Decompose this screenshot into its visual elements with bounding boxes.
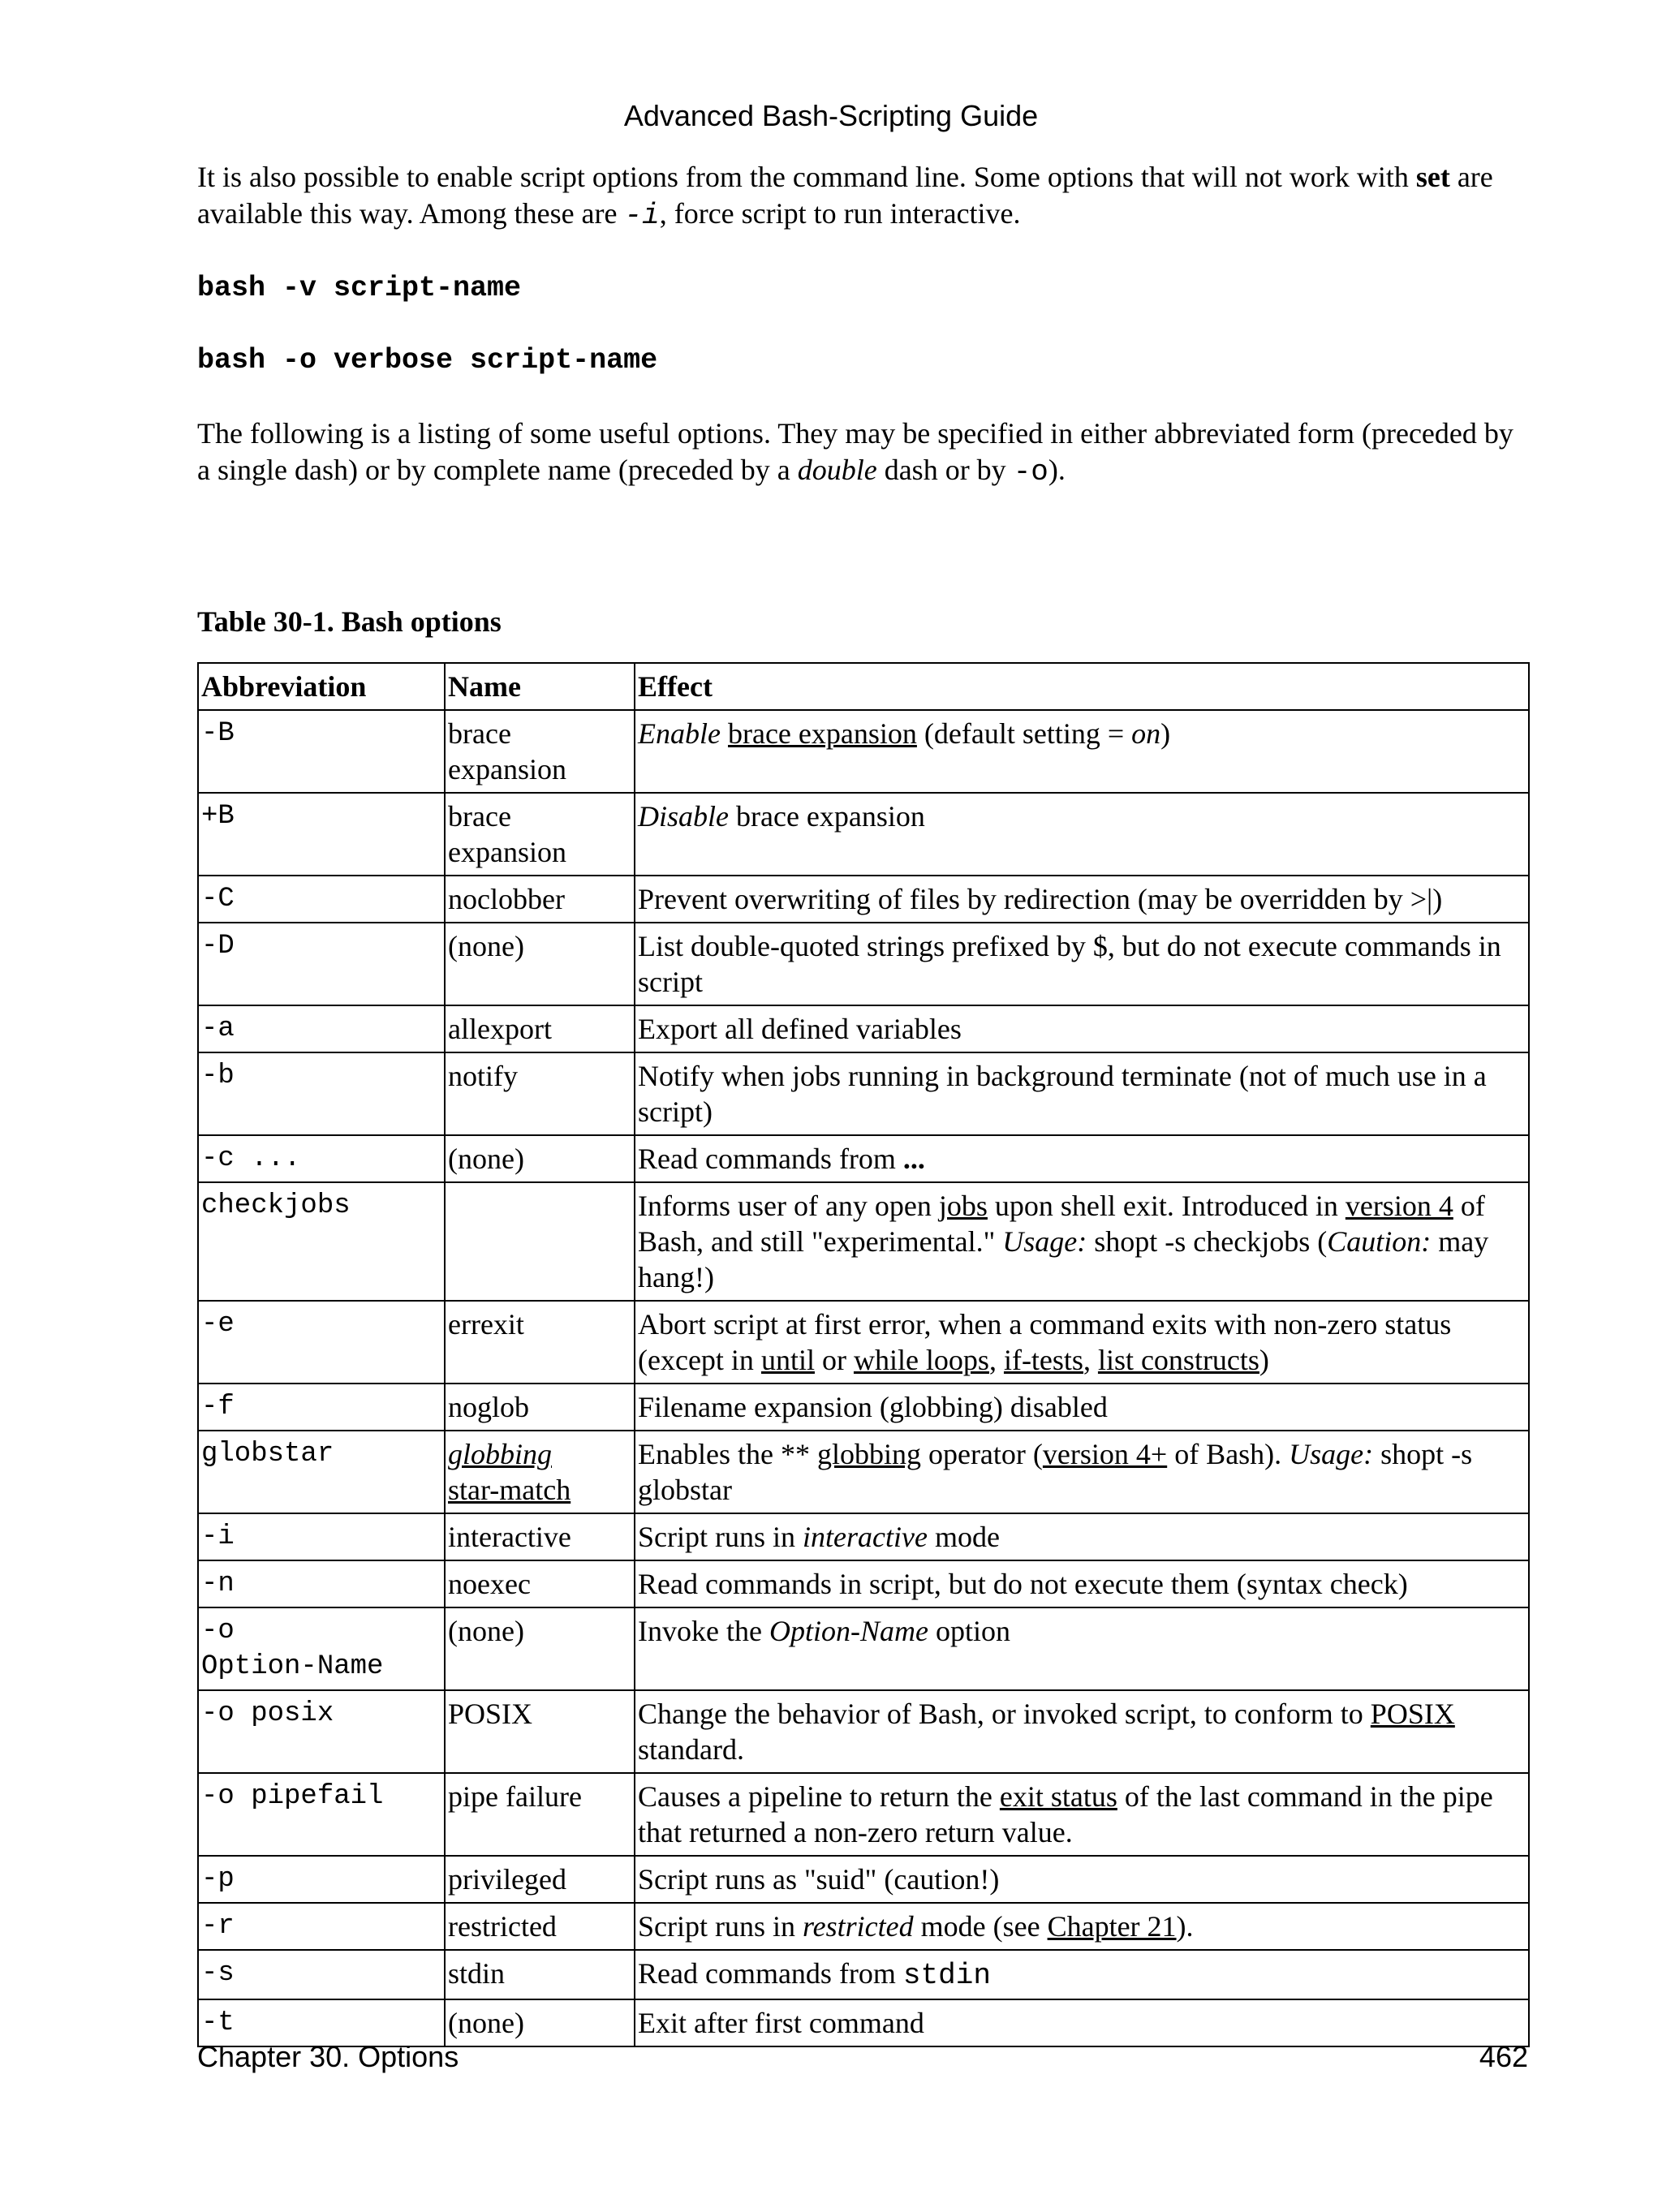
table-row: -p privileged Script runs as "suid" (caution!) (198, 1856, 1529, 1903)
table-row: -a allexport Export all defined variables (198, 1005, 1529, 1052)
table-row: globstar globbing star-match Enables the ** globbing operator (version 4+ of Bash). Usage: shopt -s globstar (198, 1431, 1529, 1513)
until-link[interactable]: until (760, 1344, 815, 1376)
intro-paragraph: It is also possible to enable script options from the command line. Some options that will not work with set are available this way. Among these are -i, force script to run interactive. (197, 161, 1493, 232)
header-name: Name (445, 663, 635, 710)
posix-link[interactable]: POSIX (1370, 1698, 1455, 1730)
page-number: 462 (1479, 2040, 1528, 2073)
set-keyword: set (1415, 161, 1450, 193)
while-loops-link[interactable]: while loops (853, 1344, 989, 1376)
header-abbreviation: Abbreviation (198, 663, 445, 710)
footer-chapter: Chapter 30. Options (197, 2040, 459, 2073)
table-row: -t (none) Exit after first command (198, 1999, 1529, 2046)
globbing-link[interactable]: globbing (816, 1438, 921, 1470)
options-paragraph: The following is a listing of some useful options. They may be specified in either abbreviated form (preceded by a single dash) or by complete name (preceded by a double dash or by -o). (197, 417, 1513, 488)
globbing-name-link[interactable]: globbing (448, 1438, 553, 1470)
brace-expansion-link[interactable]: brace expansion (727, 717, 917, 750)
table-row: -c ... (none) Read commands from ... (198, 1135, 1529, 1182)
command-example-2: bash -o verbose script-name (197, 344, 658, 377)
table-row: -s stdin Read commands from stdin (198, 1950, 1529, 1999)
option-i-code: -i (624, 199, 660, 232)
table-row: -C noclobber Prevent overwriting of files by redirection (may be overridden by >|) (198, 876, 1529, 923)
table-row: -o Option-Name (none) Invoke the Option-Name option (198, 1607, 1529, 1690)
chapter-21-link[interactable]: Chapter 21 (1047, 1910, 1177, 1943)
table-row: -B brace expansion Enable brace expansion (default setting = on) (198, 710, 1529, 793)
exit-status-link[interactable]: exit status (999, 1780, 1117, 1813)
list-constructs-link[interactable]: list constructs (1097, 1344, 1259, 1376)
table-row: -r restricted Script runs in restricted mode (see Chapter 21). (198, 1903, 1529, 1950)
table-row: -f noglob Filename expansion (globbing) disabled (198, 1384, 1529, 1431)
star-match-link[interactable]: star-match (448, 1474, 571, 1506)
table-header-row (198, 663, 1529, 710)
table-caption: Table 30-1. Bash options (197, 605, 502, 638)
table-row: checkjobs Informs user of any open jobs upon shell exit. Introduced in version 4 of Bash, and still "experimental." Usage: shopt -s checkjobs (Caution: may hang!) (198, 1182, 1529, 1301)
table-row: -o pipefail pipe failure Causes a pipeline to return the exit status of the last command in the pipe that returned a non-zero return value. (198, 1773, 1529, 1856)
table-row: -o posix POSIX Change the behavior of Bash, or invoked script, to conform to POSIX standard. (198, 1690, 1529, 1773)
table-row: -b notify Notify when jobs running in background terminate (not of much use in a script) (198, 1052, 1529, 1135)
option-o-code: -o (1013, 455, 1048, 488)
command-example-1: bash -v script-name (197, 272, 522, 304)
version-4-plus-link[interactable]: version 4+ (1042, 1438, 1168, 1470)
table-row: -D (none) List double-quoted strings prefixed by $, but do not execute commands in script (198, 923, 1529, 1005)
table-row: -e errexit Abort script at first error, when a command exits with non-zero status (except in until or while loops, if-tests, list constructs) (198, 1301, 1529, 1384)
stdin-code: stdin (902, 1959, 991, 1992)
jobs-link[interactable]: jobs (938, 1190, 988, 1222)
table-row: -n noexec Read commands in script, but do not execute them (syntax check) (198, 1560, 1529, 1607)
if-tests-link[interactable]: if-tests (1003, 1344, 1083, 1376)
version-4-link[interactable]: version 4 (1345, 1190, 1453, 1222)
bash-options-table (197, 662, 1530, 2047)
page-footer (197, 2040, 1528, 2074)
table-row: +B brace expansion Disable brace expansion (198, 793, 1529, 876)
table-row: -i interactive Script runs in interactive mode (198, 1513, 1529, 1560)
header-effect: Effect (635, 663, 1529, 710)
body-content (197, 159, 1528, 640)
running-header: Advanced Bash-Scripting Guide (623, 99, 1039, 132)
